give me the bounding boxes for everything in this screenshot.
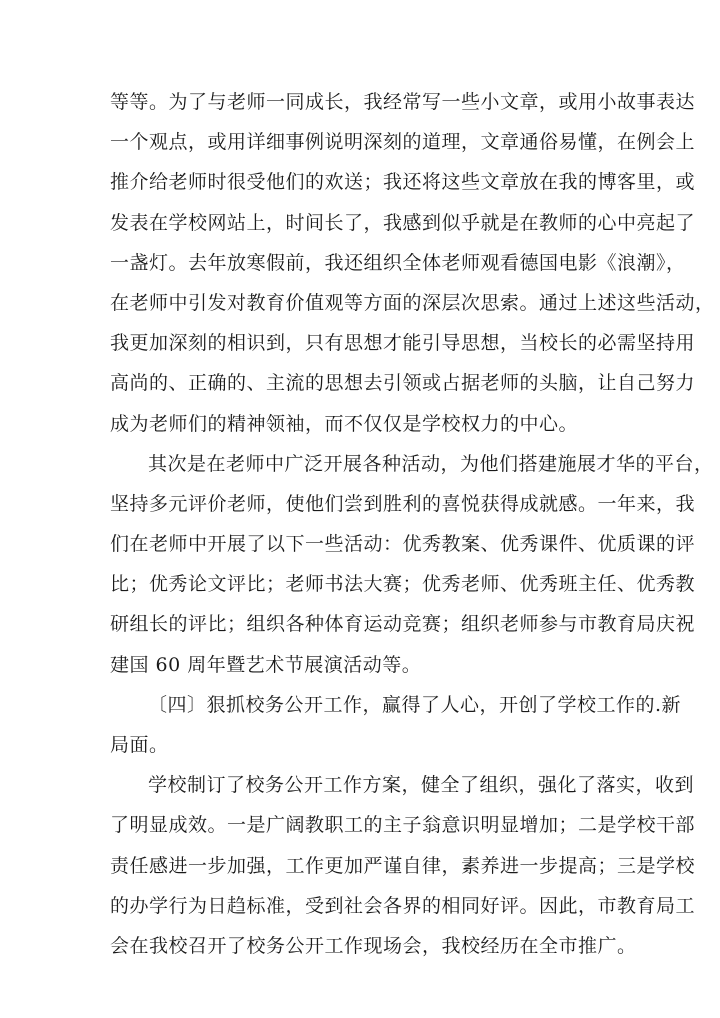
text-line: 发表在学校网站上，时间长了，我感到似乎就是在教师的心中亮起了 — [110, 211, 696, 234]
text-line: 比；优秀论文评比；老师书法大赛；优秀老师、优秀班主任、优秀教 — [110, 573, 696, 596]
text-line: 局面。 — [110, 734, 169, 756]
document-body — [110, 82, 715, 966]
text-line: 我更加深刻的相识到，只有思想才能引导思想，当校长的必需坚持用 — [110, 332, 696, 355]
paragraph-3 — [110, 765, 696, 966]
text-line: 在老师中引发对教育价值观等方面的深层次思索。通过上述这些活动， — [110, 291, 715, 314]
paragraph-2 — [110, 444, 714, 685]
paragraph-1 — [110, 82, 715, 444]
text-line: 了明显成效。一是广阔教职工的主子翁意识明显增加；二是学校干部 — [110, 814, 696, 837]
text-line: 等等。为了与老师一同成长，我经常写一些小文章，或用小故事表达 — [110, 91, 696, 113]
text-line: 责任感进一步加强，工作更加严谨自律，素养进一步提高；三是学校 — [110, 854, 696, 877]
text-line: 高尚的、正确的、主流的思想去引领或占据老师的头脑，让自己努力 — [110, 372, 696, 395]
text-line: 会在我校召开了校务公开工作现场会，我校经历在全市推广。 — [110, 934, 637, 957]
text-line: 成为老师们的精神领袖，而不仅仅是学校权力的中心。 — [110, 412, 579, 435]
text-line: 一个观点，或用详细事例说明深刻的道理，文章通俗易懂，在例会上 — [110, 131, 696, 154]
text-line: 其次是在老师中广泛开展各种活动，为他们搭建施展才华的平台， — [148, 452, 714, 475]
text-line: 坚持多元评价老师，使他们尝到胜利的喜悦获得成就感。一年来，我 — [110, 492, 696, 515]
text-line: 推介给老师时很受他们的欢送；我还将这些文章放在我的博客里，或 — [110, 171, 696, 194]
text-line: 一盏灯。去年放寒假前，我还组织全体老师观看德国电影《浪潮》， — [110, 251, 686, 274]
text-line: 们在老师中开展了以下一些活动：优秀教案、优秀课件、优质课的评 — [110, 533, 696, 556]
text-line: 研组长的评比；组织各种体育运动竞赛；组织老师参与市教育局庆祝 — [110, 613, 696, 636]
section-heading-4 — [110, 685, 682, 765]
text-line: 〔四〕狠抓校务公开工作，赢得了人心，开创了学校工作的.新 — [148, 693, 682, 716]
text-line: 建国 60 周年暨艺术节展演活动等。 — [110, 653, 422, 676]
text-line: 学校制订了校务公开工作方案，健全了组织，强化了落实，收到 — [148, 774, 695, 797]
text-line: 的办学行为日趋标准，受到社会各界的相同好评。因此，市教育局工 — [110, 894, 696, 917]
